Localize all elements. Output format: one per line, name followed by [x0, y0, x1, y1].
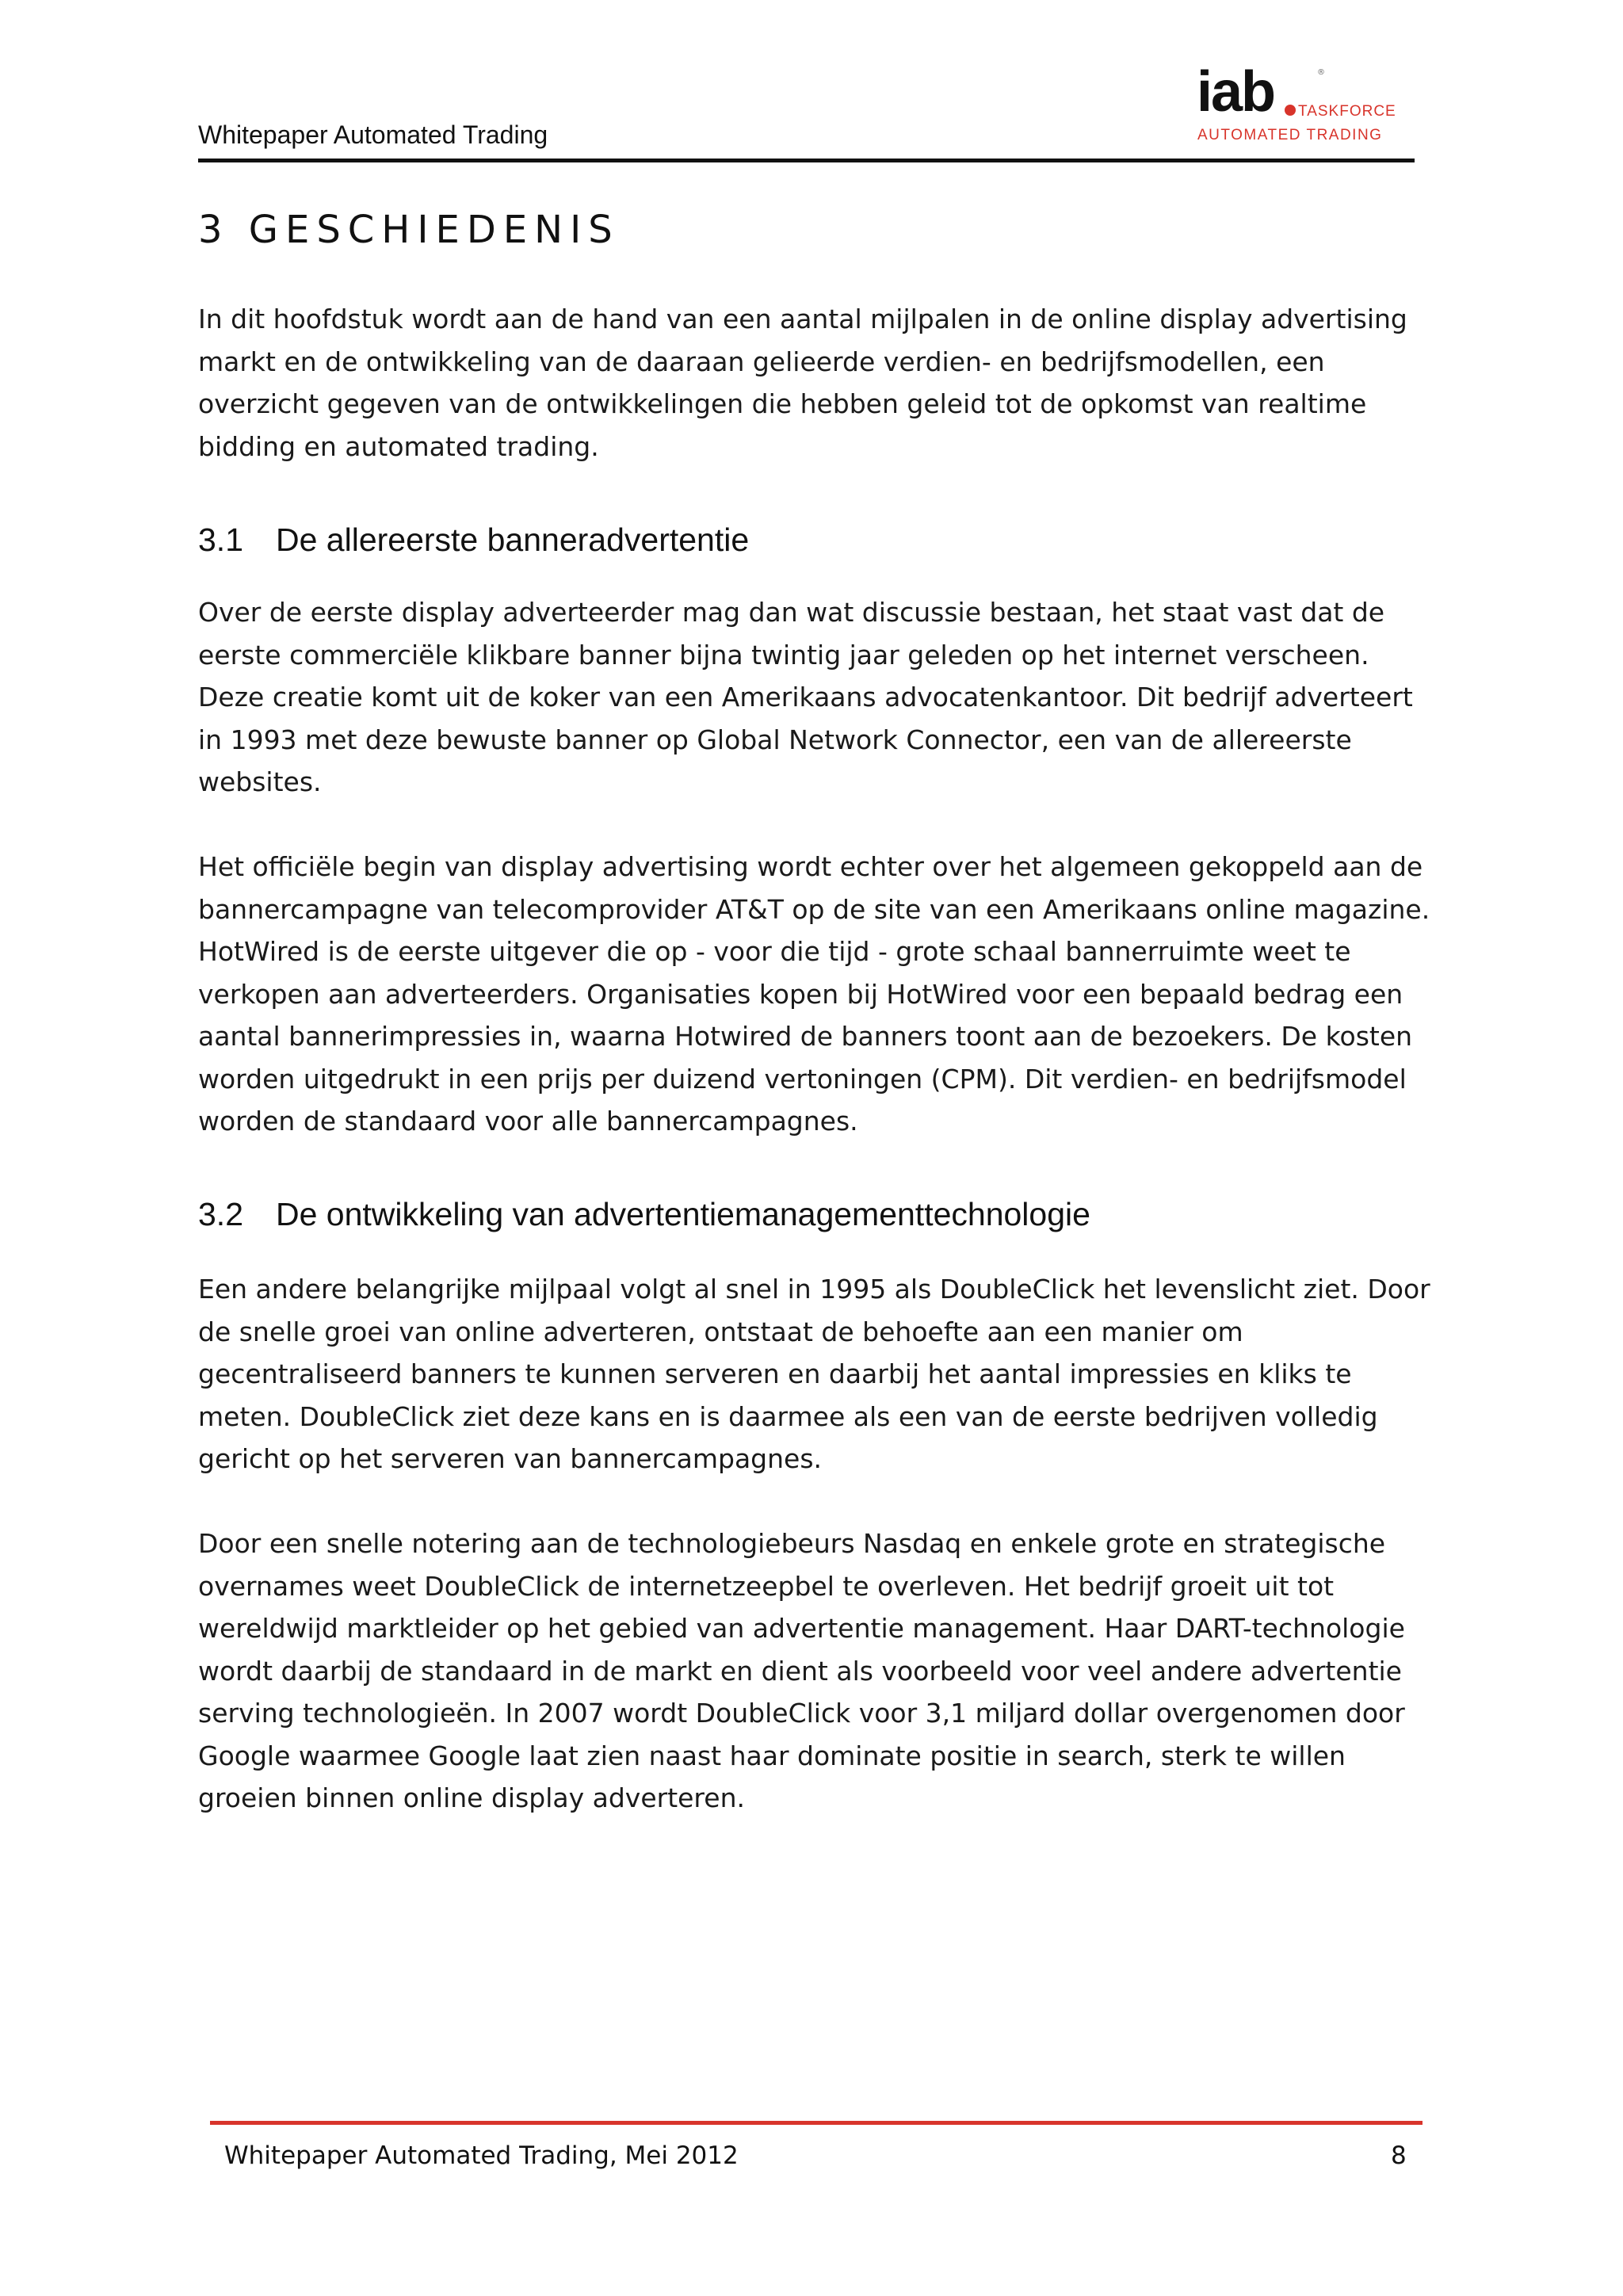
- section-title: De ontwikkeling van advertentiemanagementtechnologie: [276, 1196, 1090, 1232]
- section-number: 3.2: [198, 1196, 243, 1232]
- footer-divider: [210, 2121, 1423, 2125]
- logo-automated-trading-text: AUTOMATED TRADING: [1197, 127, 1383, 143]
- section-3-2-paragraph-2: Door een snelle notering aan de technologiebeurs Nasdaq en enkele grote en strategische overnames weet DoubleClick de internetzeepbel te overleven. Het bedrijf groeit uit tot wereldwijd marktleider op het gebied van advertentie management. Haar DART-technologie wordt daarbij de standaard in de markt en dient als voorbeeld voor veel andere advertentie serving technologieën. In 2007 wordt DoubleClick voor 3,1 miljard dollar overgenomen door Google waarmee Google laat zien naast haar dominate positie in search, sterk te willen groeien binnen online display adverteren.: [198, 1528, 1405, 1813]
- section-title: De allereerste banneradvertentie: [276, 521, 750, 558]
- header-title: Whitepaper Automated Trading: [198, 120, 548, 149]
- logo-taskforce-text: TASKFORCE: [1298, 103, 1396, 120]
- section-3-1-paragraph-2: Het officiële begin van display advertising wordt echter over het algemeen gekoppeld aan de bannercampagne van telecomprovider AT&T op de site van een Amerikaans online magazine. HotWired is de eerste uitgever die op - voor die tijd - grote schaal bannerruimte weet te verkopen aan adverteerders. Organisaties kopen bij HotWired voor een bepaald bedrag een aantal bannerimpressies in, waarna Hotwired de banners toont aan de bezoekers. De kosten worden uitgedrukt in een prijs per duizend vertoningen (CPM). Dit verdien- en bedrijfsmodel worden de standaard voor alle bannercampagnes.: [198, 851, 1430, 1137]
- logo-trademark: ®: [1317, 68, 1325, 77]
- chapter-title: 3 GESCHIEDENIS: [198, 208, 620, 252]
- page-number: 8: [1391, 2141, 1407, 2170]
- section-3-1-paragraph-1: Over de eerste display adverteerder mag dan wat discussie bestaan, het staat vast dat de eerste commerciële klikbare banner bijna twintig jaar geleden op het internet verscheen. Deze creatie komt uit de koker van een Amerikaans advocatenkantoor. Dit bedrijf adverteert in 1993 met deze bewuste banner op Global Network Connector, een van de allereerste websites.: [198, 597, 1413, 797]
- section-heading-3-1: [198, 521, 749, 559]
- section-3-2-paragraph-1: Een andere belangrijke mijlpaal volgt al snel in 1995 als DoubleClick het levenslicht ziet. Door de snelle groei van online adverteren, ontstaat de behoefte aan een manier om gecentraliseerd banners te kunnen serveren en daarbij het aantal impressies en kliks te meten. DoubleClick ziet deze kans en is daarmee als een van de eerste bedrijven volledig gericht op het serveren van bannercampagnes.: [198, 1274, 1430, 1474]
- footer-text: Whitepaper Automated Trading, Mei 2012: [224, 2141, 739, 2170]
- chapter-intro: In dit hoofdstuk wordt aan de hand van een aantal mijlpalen in de online display advertising markt en de ontwikkeling van de daaraan gelieerde verdien- en bedrijfsmodellen, een overzicht gegeven van de ontwikkelingen die hebben geleid tot de opkomst van realtime bidding en automated trading.: [198, 304, 1407, 462]
- logo-dot-icon: [1285, 105, 1296, 116]
- section-heading-3-2: [198, 1196, 1090, 1233]
- logo-iab-text: iab: [1197, 60, 1275, 124]
- section-number: 3.1: [198, 521, 243, 558]
- header-divider: [198, 159, 1415, 162]
- iab-taskforce-logo: [1197, 60, 1411, 151]
